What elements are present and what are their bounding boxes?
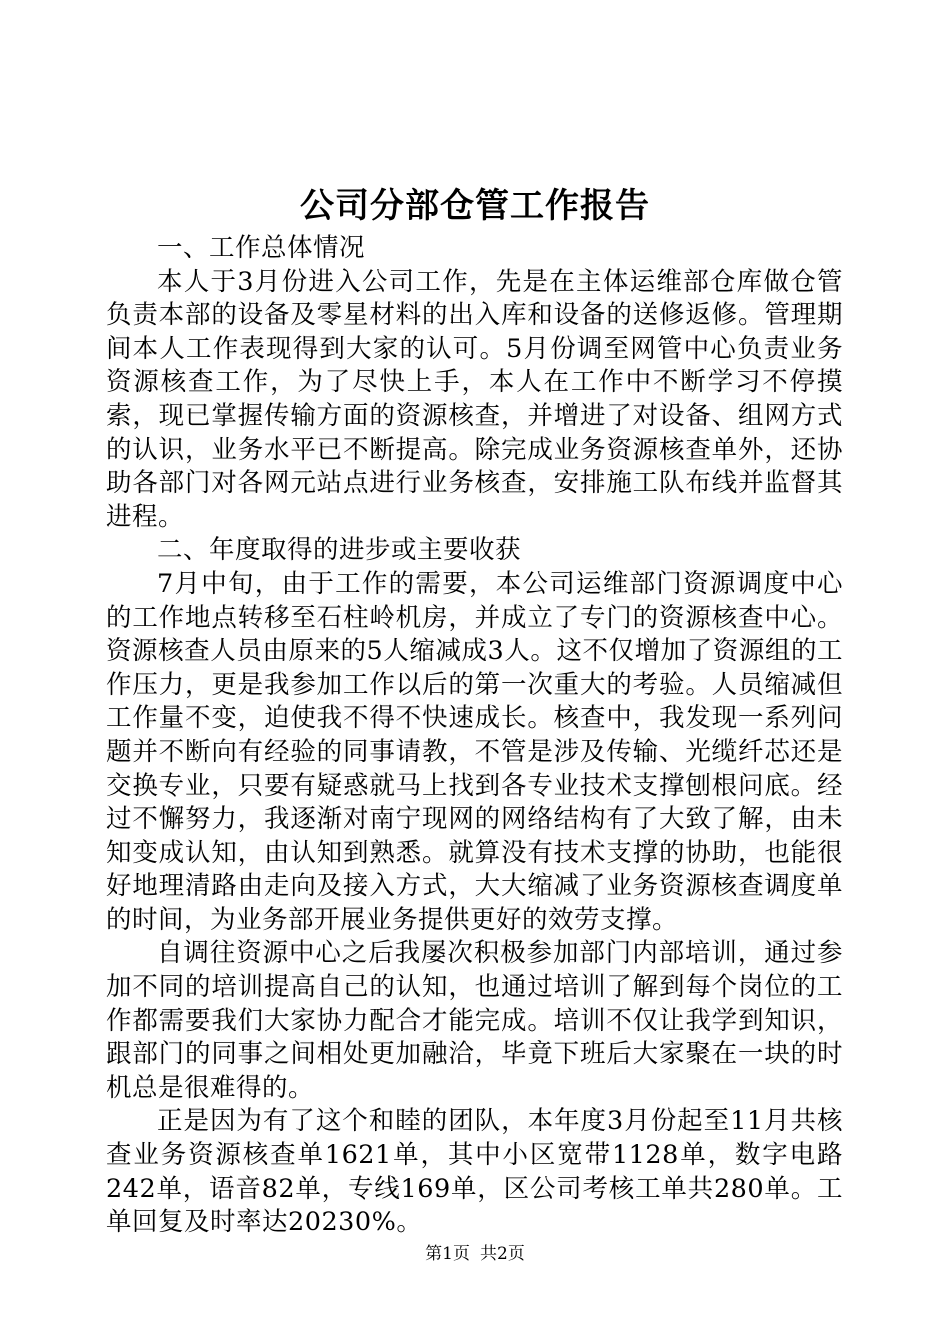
page-footer	[0, 1243, 950, 1265]
paragraph-3: 自调往资源中心之后我屡次积极参加部门内部培训，通过参加不同的培训提高自己的认知，也通过培训了解到每个岗位的工作都需要我们大家协力配合才能完成。培训不仅让我学到知识，跟部门的同事之间相处更加融洽，毕竟下班后大家聚在一块的时机总是很难得的。	[106, 938, 843, 1103]
paragraph-4: 正是因为有了这个和睦的团队，本年度3月份起至11月共核查业务资源核查单1621单，其中小区宽带1128单，数字电路242单，语音82单，专线169单，区公司考核工单共280单。工单回复及时率达20230%。	[106, 1106, 843, 1238]
paragraph-2: 7月中旬，由于工作的需要，本公司运维部门资源调度中心的工作地点转移至石柱岭机房，并成立了专门的资源核查中心。资源核查人员由原来的5人缩减成3人。这不仅增加了资源组的工作压力，更是我参加工作以后的第一次重大的考验。人员缩减但工作量不变，迫使我不得不快速成长。核查中，我发现一系列问题并不断向有经验的同事请教，不管是涉及传输、光缆纤芯还是交换专业，只要有疑惑就马上找到各专业技术支撑刨根问底。经过不懈努力，我逐渐对南宁现网的网络结构有了大致了解，由未知变成认知，由认知到熟悉。就算没有技术支撑的协助，也能很好地理清路由走向及接入方式，大大缩减了业务资源核查调度单的时间，为业务部开展业务提供更好的效劳支撑。	[106, 568, 843, 935]
document-title: 公司分部仓管工作报告	[300, 186, 650, 226]
section-heading-2: 二、年度取得的进步或主要收获	[157, 535, 522, 566]
page-number: 第1页	[425, 1244, 470, 1264]
section-heading-1: 一、工作总体情况	[157, 233, 366, 263]
paragraph-1: 本人于3月份进入公司工作，先是在主体运维部仓库做仓管负责本部的设备及零星材料的出入库和设备的送修返修。管理期间本人工作表现得到大家的认可。5月份调至网管中心负责业务资源核查工作，为了尽快上手，本人在工作中不断学习不停摸索，现已掌握传输方面的资源核查，并增进了对设备、组网方式的认识，业务水平已不断提高。除完成业务资源核查单外，还协助各部门对各网元站点进行业务核查，安排施工队布线并监督其进程。	[106, 266, 843, 532]
document-body	[106, 232, 843, 1240]
page-total: 共2页	[480, 1244, 525, 1264]
